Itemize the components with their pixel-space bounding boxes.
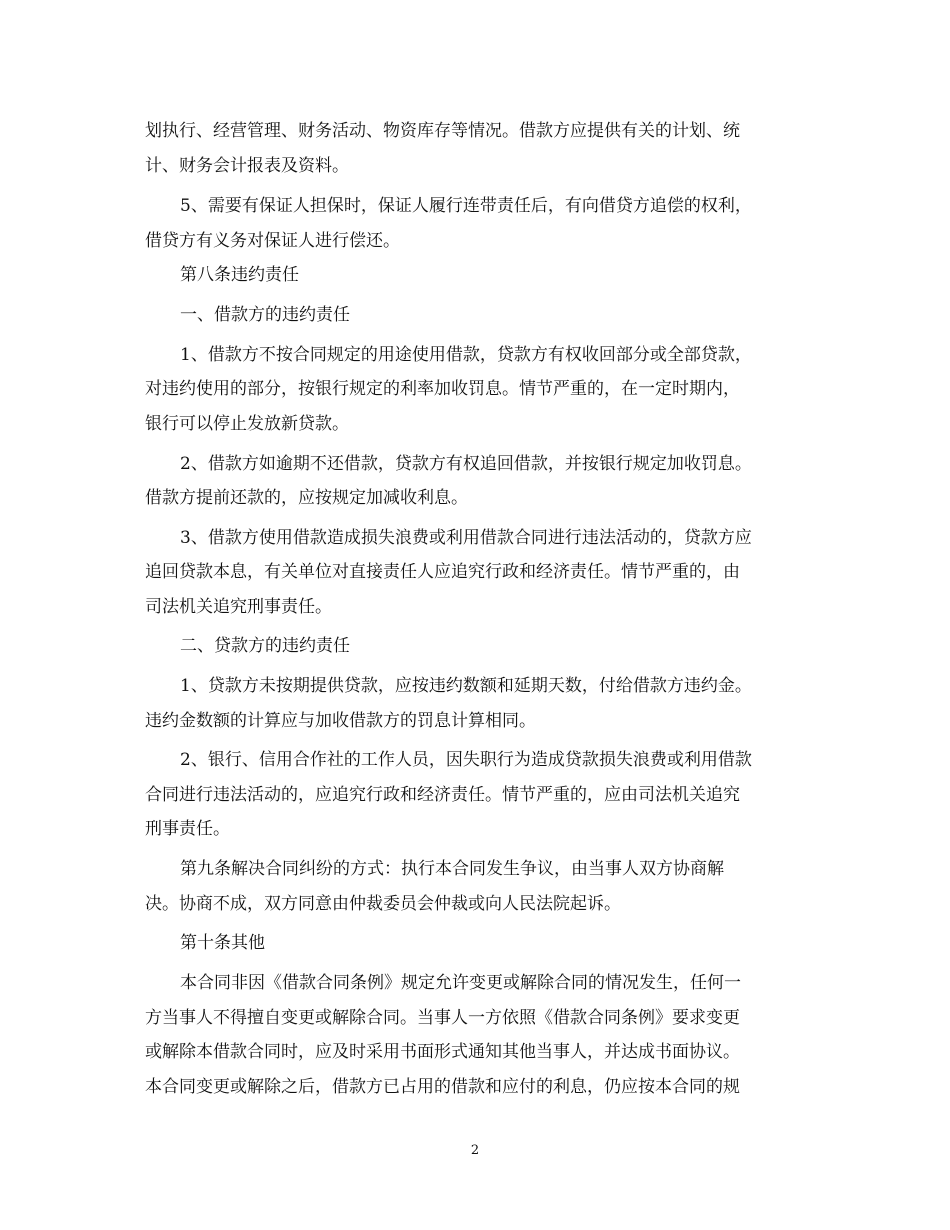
text-line: 借款方提前还款的，应按规定加减收利息。 — [145, 488, 468, 508]
text-line: 本合同非因《借款合同条例》规定允许变更或解除合同的情况发生，任何一 — [180, 973, 741, 993]
text-line: 划执行、经营管理、财务活动、物资库存等情况。借款方应提供有关的计划、统 — [145, 121, 740, 141]
text-line: 2、借款方如逾期不还借款，贷款方有权追回借款，并按银行规定加收罚息。 — [180, 454, 752, 474]
text-line: 2、银行、信用合作社的工作人员，因失职行为造成贷款损失浪费或利用借款 — [180, 750, 752, 770]
text-line: 或解除本借款合同时，应及时采用书面形式通知其他当事人，并达成书面协议。 — [145, 1042, 740, 1062]
text-line: 司法机关追究刑事责任。 — [145, 597, 332, 617]
text-line: 借贷方有义务对保证人进行偿还。 — [145, 231, 400, 251]
text-line: 计、财务会计报表及资料。 — [145, 156, 349, 176]
text-line: 银行可以停止发放新贷款。 — [145, 414, 349, 434]
text-line: 5、需要有保证人担保时，保证人履行连带责任后，有向借贷方追偿的权利， — [180, 196, 752, 216]
text-line: 决。协商不成，双方同意由仲裁委员会仲裁或向人民法院起诉。 — [145, 894, 621, 914]
subsection-heading: 二、贷款方的违约责任 — [180, 636, 350, 656]
text-line: 刑事责任。 — [145, 819, 230, 839]
section-heading: 第九条解决合同纠纷的方式：执行本合同发生争议，由当事人双方协商解 — [180, 859, 724, 879]
text-line: 1、借款方不按合同规定的用途使用借款，贷款方有权收回部分或全部贷款， — [180, 345, 752, 365]
text-line: 违约金数额的计算应与加收借款方的罚息计算相同。 — [145, 711, 536, 731]
section-heading: 第八条违约责任 — [180, 265, 299, 285]
section-heading: 第十条其他 — [180, 933, 265, 953]
text-line: 3、借款方使用借款造成损失浪费或利用借款合同进行违法活动的，贷款方应 — [180, 528, 752, 548]
text-line: 本合同变更或解除之后，借款方已占用的借款和应付的利息，仍应按本合同的规 — [145, 1077, 740, 1097]
subsection-heading: 一、借款方的违约责任 — [180, 305, 350, 325]
text-line: 方当事人不得擅自变更或解除合同。当事人一方依照《借款合同条例》要求变更 — [145, 1008, 740, 1028]
page-number: 2 — [470, 1143, 480, 1158]
text-line: 追回贷款本息，有关单位对直接责任人应追究行政和经济责任。情节严重的，由 — [145, 562, 740, 582]
text-line: 1、贷款方未按期提供贷款，应按违约数额和延期天数，付给借款方违约金。 — [180, 676, 752, 696]
text-line: 合同进行违法活动的，应追究行政和经济责任。情节严重的，应由司法机关追究 — [145, 785, 740, 805]
text-line: 对违约使用的部分，按银行规定的利率加收罚息。情节严重的，在一定时期内， — [145, 379, 740, 399]
